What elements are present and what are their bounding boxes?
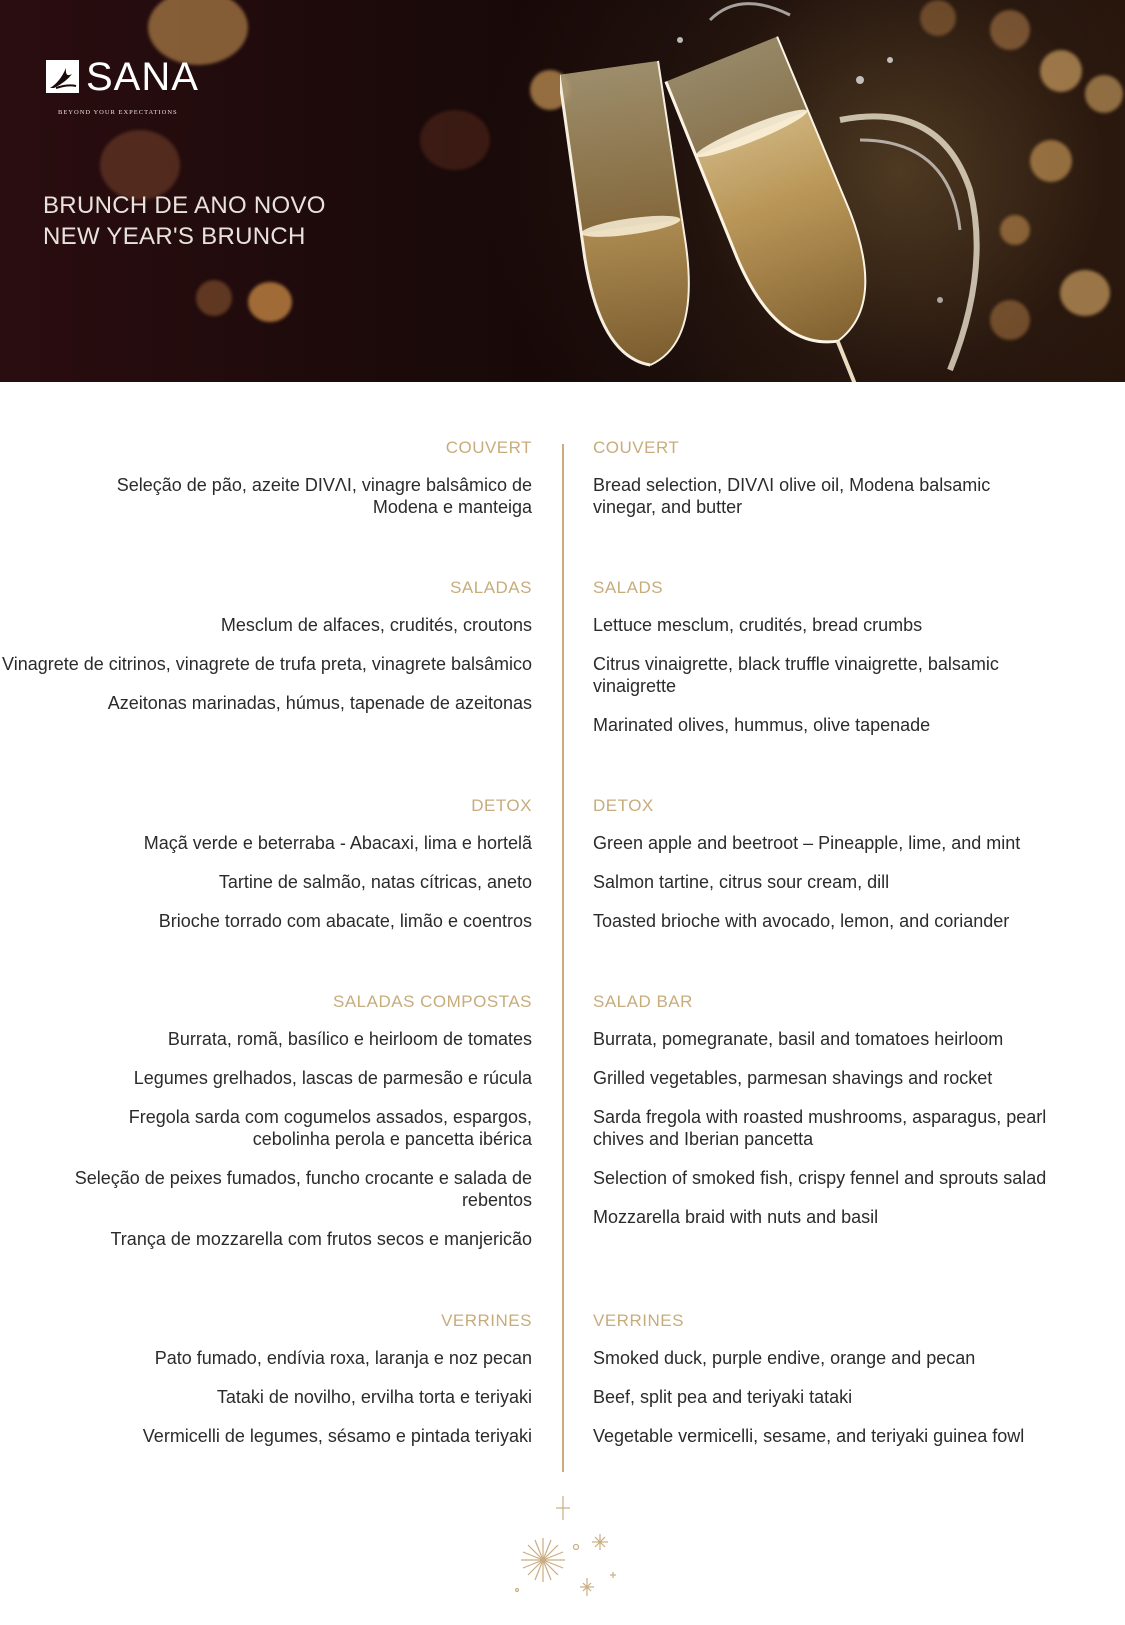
title-portuguese: BRUNCH DE ANO NOVO [43,192,326,219]
menu-item: Seleção de peixes fumados, funcho crocante e salada de rebentos [74,1168,532,1210]
section-title: SALADS [593,578,664,597]
section-verrines-pt [0,1311,532,1464]
page-title [43,190,326,252]
menu-item: Tartine de salmão, natas cítricas, aneto [218,872,532,892]
section-title: SALAD BAR [593,992,693,1011]
bokeh-light [1060,270,1110,316]
menu-body [0,382,1125,1625]
menu-item: Burrata, romã, basílico e heirloom de tomates [167,1029,532,1049]
section-couvert-pt [0,438,532,535]
menu-item: Salmon tartine, citrus sour cream, dill [593,872,890,892]
menu-item: Mozzarella braid with nuts and basil [593,1207,879,1227]
section-saladas-pt [0,578,532,731]
menu-item: Green apple and beetroot – Pineapple, lime, and mint [593,833,1021,853]
menu-item: Brioche torrado com abacate, limão e coentros [158,911,532,931]
section-title: SALADAS [450,578,532,597]
menu-item: Trança de mozzarella com frutos secos e manjericão [110,1229,532,1249]
section-salads-en [593,578,1103,753]
menu-item: Mesclum de alfaces, crudités, croutons [220,615,532,635]
bokeh-light [1085,75,1123,113]
section-title: DETOX [471,796,532,815]
section-title: DETOX [593,796,654,815]
menu-item: Beef, split pea and teriyaki tataki [593,1387,853,1407]
sparkle-stars-icon [505,1490,625,1600]
champagne-glasses-illustration [560,0,1060,382]
section-detox-en [593,796,1103,949]
column-divider [562,444,564,1472]
menu-item: Vegetable vermicelli, sesame, and teriyaki guinea fowl [593,1426,1025,1446]
section-title: COUVERT [593,438,680,457]
menu-item: Maçã verde e beterraba - Abacaxi, lima e hortelã [143,833,532,853]
menu-item: Toasted brioche with avocado, lemon, and coriander [593,911,1010,931]
menu-item: Sarda fregola with roasted mushrooms, asparagus, pearl chives and Iberian pancetta [593,1107,1047,1149]
menu-item: Bread selection, DIVΛI olive oil, Modena balsamic vinegar, and butter [593,475,991,517]
menu-item: Grilled vegetables, parmesan shavings and rocket [593,1068,993,1088]
title-english: NEW YEAR'S BRUNCH [43,223,306,250]
section-title: SALADAS COMPOSTAS [332,992,532,1011]
brand-name: SANA [86,55,199,99]
menu-item: Tataki de novilho, ervilha torta e teriyaki [216,1387,532,1407]
section-title: VERRINES [441,1311,532,1330]
section-title: COUVERT [445,438,532,457]
menu-item: Fregola sarda com cogumelos assados, espargos, cebolinha perola e pancetta ibérica [128,1107,532,1149]
section-saladas-compostas-pt [0,992,532,1267]
menu-item: Smoked duck, purple endive, orange and pecan [593,1348,976,1368]
hero-banner [0,0,1125,382]
menu-item: Seleção de pão, azeite DIVΛI, vinagre balsâmico de Modena e manteiga [116,475,532,517]
section-title: VERRINES [593,1311,684,1330]
menu-item: Pato fumado, endívia roxa, laranja e noz pecan [154,1348,532,1368]
menu-item: Selection of smoked fish, crispy fennel and sprouts salad [593,1168,1047,1188]
sana-logo-mark-icon [46,60,79,93]
brand-tagline: BEYOND YOUR EXPECTATIONS [58,109,178,116]
menu-item: Vinagrete de citrinos, vinagrete de trufa preta, vinagrete balsâmico [2,654,532,674]
bokeh-light [248,282,292,322]
section-verrines-en [593,1311,1103,1464]
menu-item: Marinated olives, hummus, olive tapenade [593,715,931,735]
section-detox-pt [0,796,532,949]
bokeh-light [196,280,232,316]
menu-item: Burrata, pomegranate, basil and tomatoes heirloom [593,1029,1004,1049]
section-salad-bar-en [593,992,1103,1245]
bokeh-light [420,110,490,170]
menu-item: Azeitonas marinadas, húmus, tapenade de azeitonas [107,693,532,713]
menu-item: Vermicelli de legumes, sésamo e pintada teriyaki [142,1426,532,1446]
menu-item: Lettuce mesclum, crudités, bread crumbs [593,615,923,635]
menu-item: Legumes grelhados, lascas de parmesão e rúcula [133,1068,532,1088]
menu-item: Citrus vinaigrette, black truffle vinaigrette, balsamic vinaigrette [593,654,999,696]
section-couvert-en [593,438,1103,535]
